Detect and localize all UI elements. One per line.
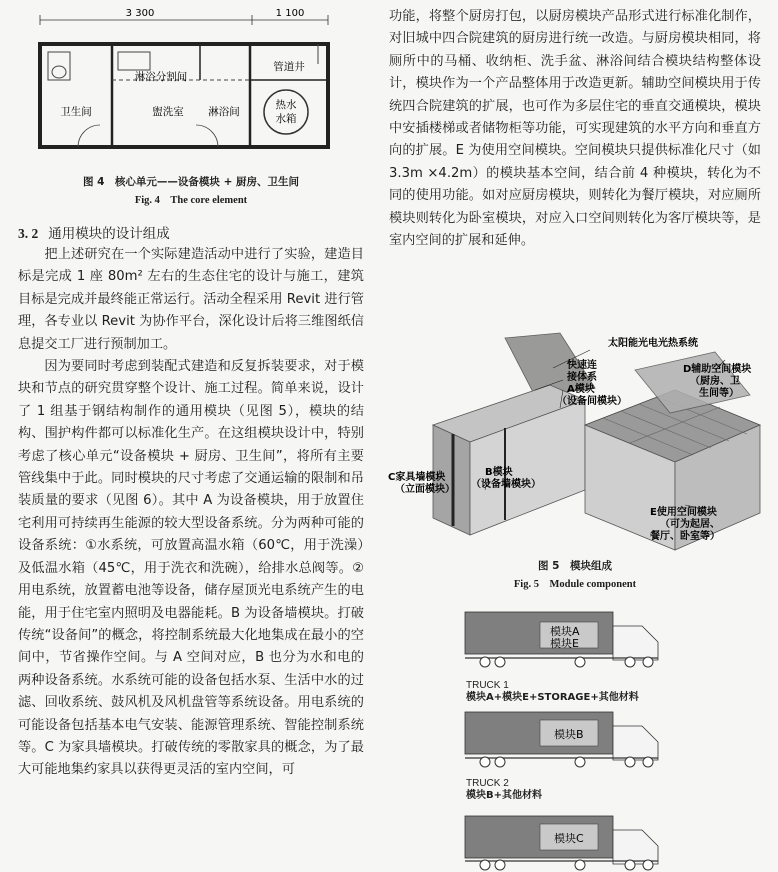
room-shower: 淋浴间 [208,106,240,118]
paragraph-right: 功能，将整个厨房打包，以厨房模块产品形式进行标准化制作，对旧城中四合院建筑的厨房进行统一改造。与厨房模块相同，将厕所中的马桶、收纳柜、洗手盆、淋浴间结合模块结构整体设计，模块作为一个产品整体用于改造更新。辅助空间模块用于传统四合院建筑的扩展，也可作为多层住宅的垂直交通模块，模块中安插楼梯或者储物柜等功能，可实现建筑的水平方向和垂直方向的扩展。E 为使用空间模块。空间模块只提供标准化尺寸（如 3.3m ×4.2m）的模块基本空间，结合前 4 种模块，转化为不同的使用功能。如对应厨房模块，则转化为餐厅模块，对应厕所模块则转化为卧室模块，对应入口空间则转化为客厅模块等，是室内空间的扩展和延伸。 [389,9,761,249]
section-number: 3. 2 [18,226,39,241]
label-d-1: D辅助空间模块 [683,364,752,375]
dimension-left: 3 300 [125,8,155,19]
section-title: 通用模块的设计组成 [48,226,170,242]
label-e-3: 餐厅、卧室等） [650,531,720,542]
label-d-3: 生间等） [699,388,739,399]
truck-1-box-line2: 模块E [550,637,579,650]
label-d-2: （厨房、卫 [690,376,740,387]
truck-1-label [466,680,639,704]
truck-2-label [466,778,542,802]
truck-2-cargo: 模块B+其他材料 [466,790,543,801]
truck-3 [465,816,658,870]
truck-1 [465,612,658,667]
truck-2-box-line1: 模块B [554,728,584,741]
room-shower-divider: 淋浴分割间 [134,71,188,83]
figure4-caption-cn: 图 4 核心单元——设备模块 + 厨房、卫生间 [82,176,300,188]
truck-2 [465,712,658,767]
section-heading [18,222,170,242]
truck-diagram [460,602,760,872]
truck-2-name: TRUCK 2 [466,778,509,789]
paragraph-1: 把上述研究在一个实际建造活动中进行了实验，建造目标是完成 1 座 80m² 左右的生态住宅的设计与施工，建筑目标是完成并最终能正常运行。活动全程采用 Revit 进行管理，各专业以 Revit 为协作平台，深化设计后将三维图纸信息提交工厂进行预制加工。 [18,247,364,352]
water-tank-label-1: 热水 [275,99,297,111]
dimension-right: 1 100 [275,8,305,19]
figure4-floor-plan [18,0,364,170]
truck-1-name: TRUCK 1 [466,680,509,691]
label-solar: 太阳能光电光热系统 [608,338,698,349]
truck-1-box-line1: 模块A [550,625,580,638]
label-b-2: （设备墙模块） [471,479,541,490]
truck-1-cargo: 模块A+模块E+STORAGE+其他材料 [466,692,639,703]
label-c-2: （立面模块） [395,484,455,495]
paragraph-2: 因为要同时考虑到装配式建造和反复拆装要求，对于模块和节点的研究贯穿整个设计、施工过程。简单来说，设计了 1 组基于钢结构制作的通用模块（见图 5），模块的结构、围护构件都可以标准化生产。在这组模块设计中，特别考虑了核心单元“设备模块 + 厨房、卫生间”，将所有主要管线集中于此。同时模块的尺寸考虑了交通运输的限制和吊装质量的要求（见图 6）。其中 A 为设备模块，用于放置住宅利用可持续再生能源的较大型设备系统。分为两种可能的设备系统：①水系统，可放置高温水箱（60℃，用于洗澡）及低温水箱（45℃，用于洗衣和洗碗），给排水总阀等。②用电系统，放置蓄电池等设备，储存屋顶光电系统产生的电能，用于住宅室内照明及电器能耗。B 为设备墙模块。打破传统“设备间”的概念，将控制系统最大化地集成在最小的空间中，节省操作空间。与 A 空间对应，B 也分为水和电的两种设备系统。水系统可能的设备包括水泵、生活中水的过滤、回收系统、鼓风机及风机盘管等系统设备。用电系统的可能设备包括基本电气安装、能源管理系统、智能控制系统等。C 为家具墙模块。打破传统的零散家具的概念，为了最大可能地集约家具以获得更灵活的室内空间，可 [18,359,364,778]
label-e-2: （可为起居、 [660,519,720,530]
figure5-caption-cn: 图 5 模块组成 [538,560,612,572]
label-quick-2: 接体系 [567,372,597,383]
label-e-1: E使用空间模块 [650,507,717,518]
label-a-1: A模块 [567,384,595,395]
figure5-module-diagram [385,330,765,555]
truck-3-box-line1: 模块C [554,832,584,845]
label-a-2: （设备间模块） [557,396,627,407]
room-wash: 盥洗室 [152,106,184,118]
label-quick-1: 快速连 [567,360,597,371]
room-toilet: 卫生间 [60,106,92,118]
label-c-1: C家具墙模块 [388,472,446,483]
water-tank-label-2: 水箱 [275,113,297,125]
figure5-caption-en: Fig. 5 Module component [513,579,637,590]
room-pipe-well: 管道井 [273,61,305,73]
label-b-1: B模块 [485,467,513,478]
figure4-caption-en: Fig. 4 The core element [134,195,248,206]
